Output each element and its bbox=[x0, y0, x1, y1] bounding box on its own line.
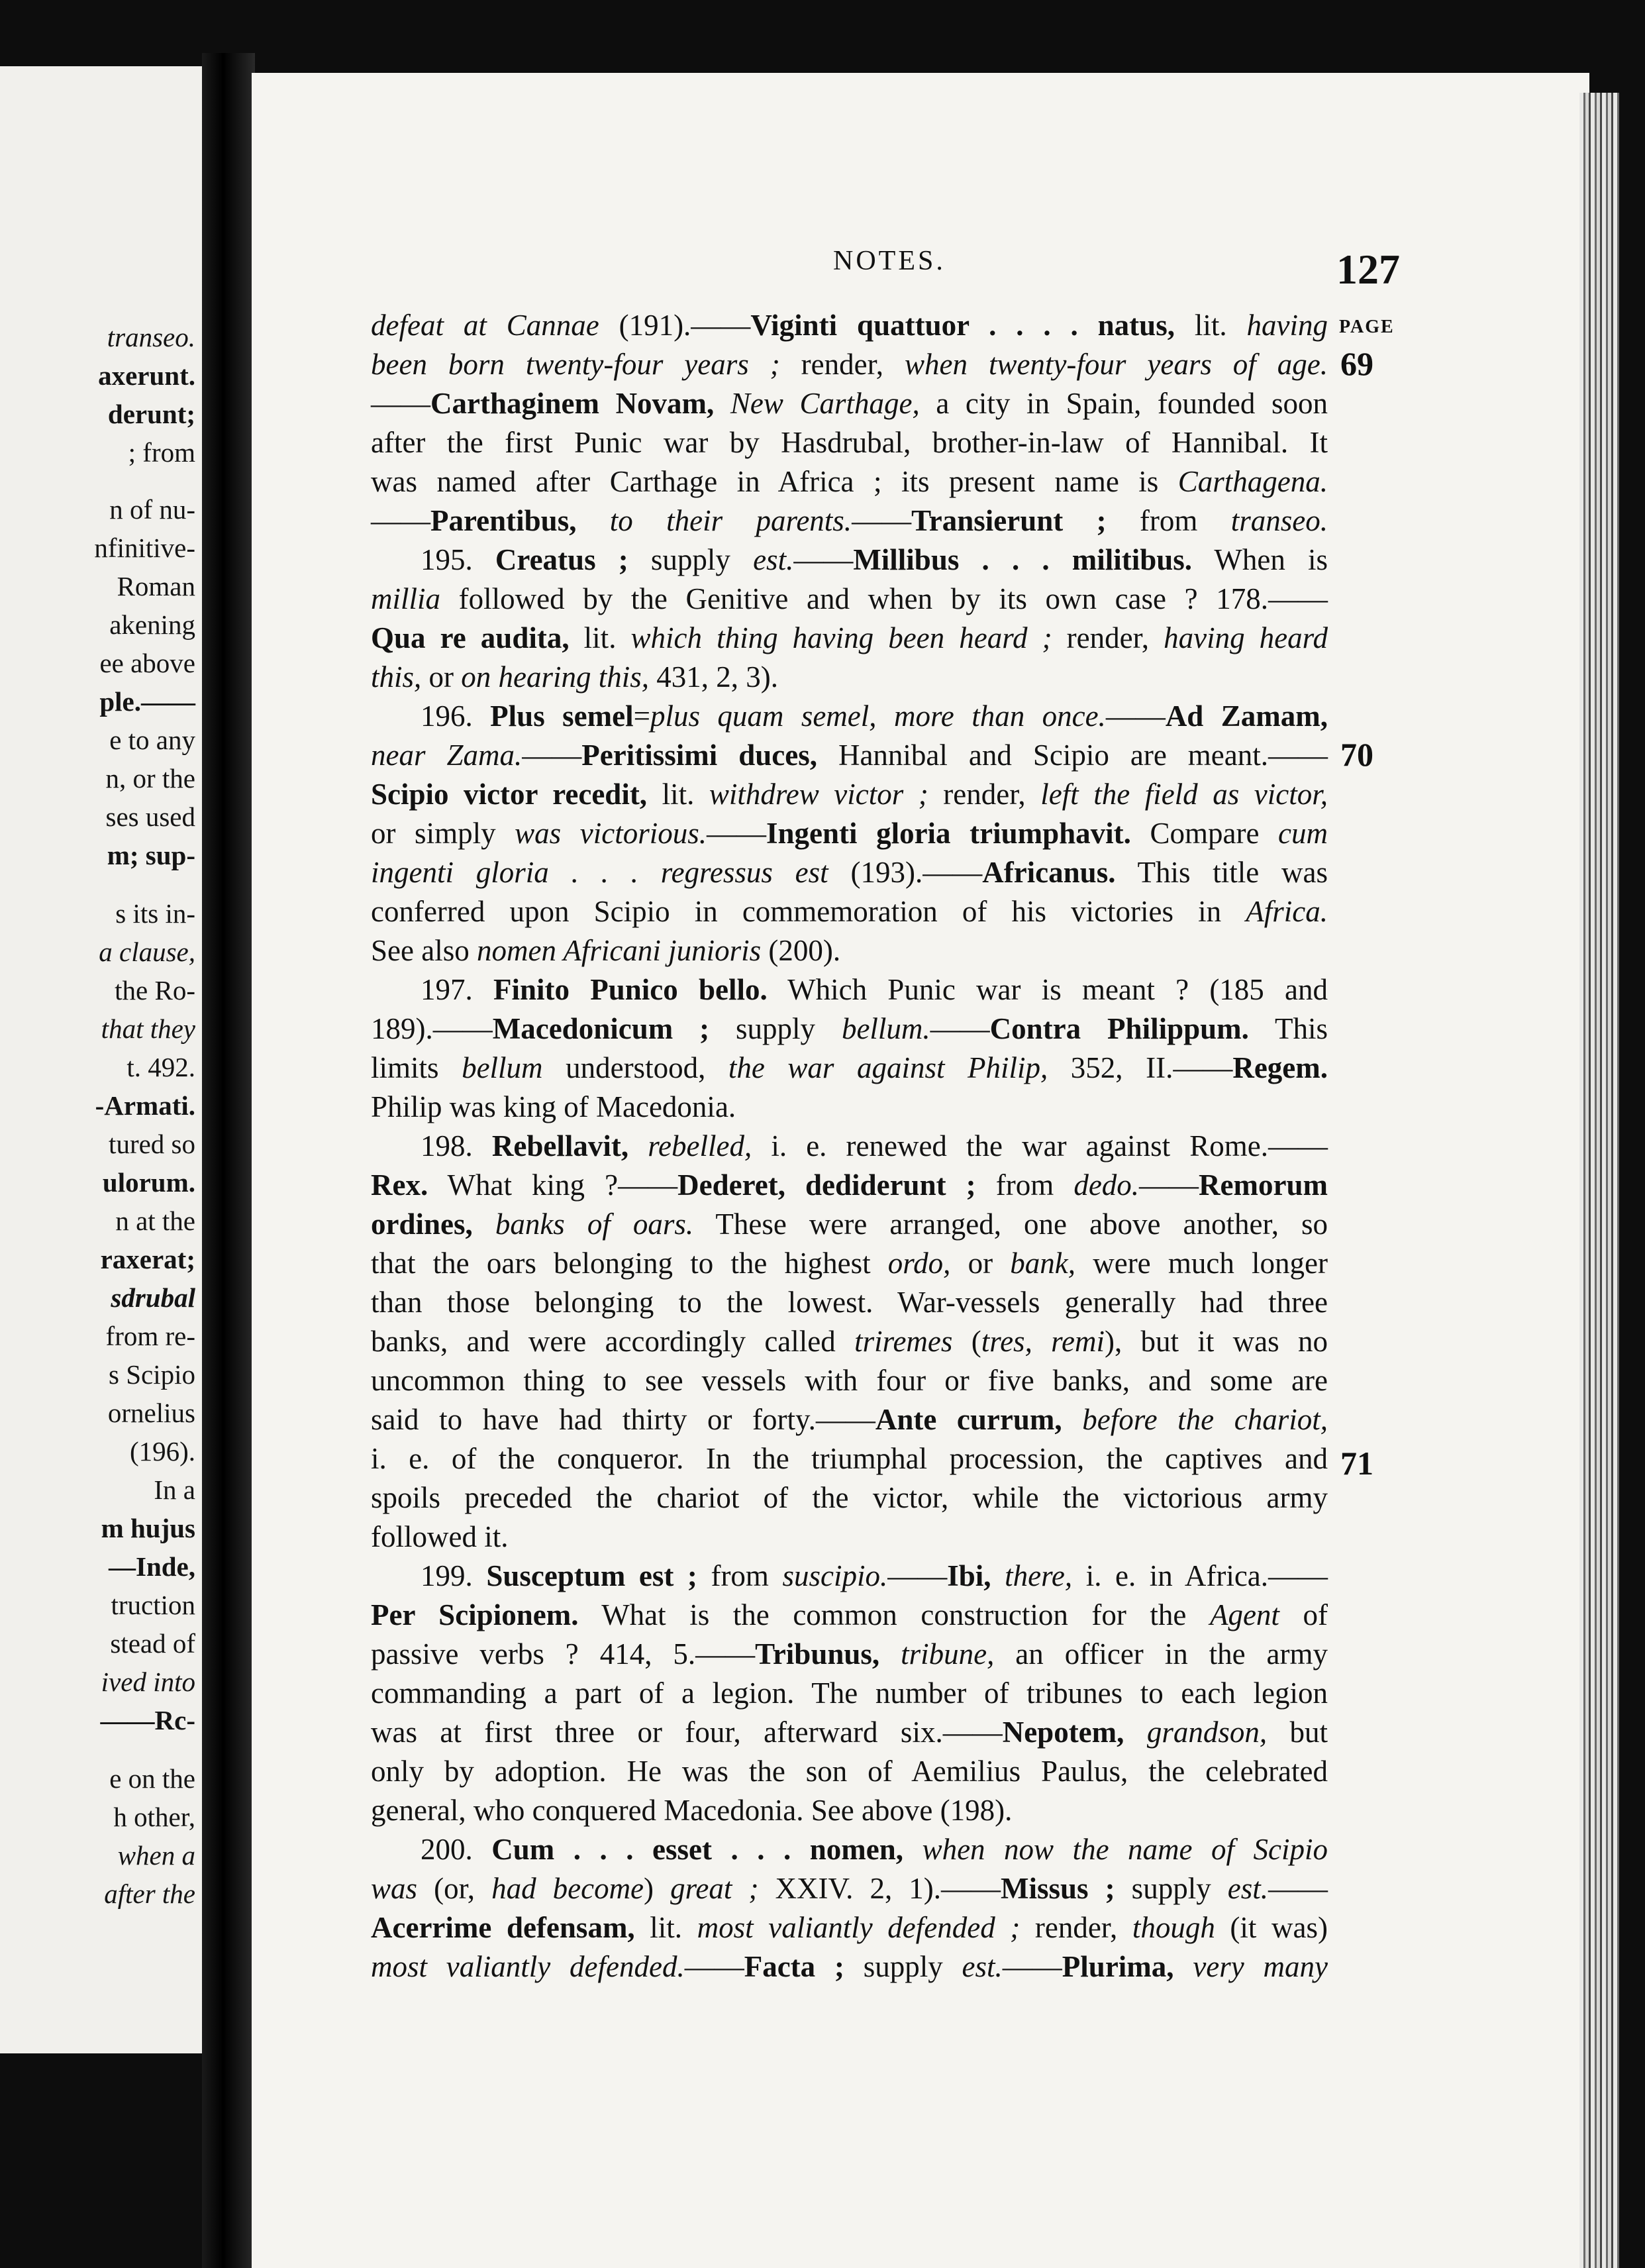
previous-page-line: ornelius bbox=[107, 1398, 195, 1428]
plain-text: or simply bbox=[371, 817, 515, 850]
plain-text: —— bbox=[793, 543, 854, 576]
margin-page-ref: 69 bbox=[1340, 345, 1373, 382]
bold-lemma: Facta ; bbox=[744, 1950, 844, 1983]
plain-text: When is bbox=[1192, 543, 1328, 576]
text-line bbox=[371, 1166, 1328, 1205]
plain-text: or bbox=[950, 1247, 1011, 1280]
plain-text: were much longer bbox=[1075, 1247, 1328, 1280]
bold-lemma: Plurima, bbox=[1062, 1950, 1174, 1983]
previous-page-line: n at the bbox=[115, 1206, 195, 1236]
text-line bbox=[371, 1596, 1328, 1635]
plain-text bbox=[1124, 1716, 1146, 1749]
italic-gloss: when twenty-four years of age. bbox=[905, 348, 1328, 381]
italic-gloss: was victorious. bbox=[515, 817, 707, 850]
plain-text: followed by the Genitive and when by its own case ? 178.—— bbox=[440, 582, 1328, 615]
italic-gloss: to their parents. bbox=[609, 504, 852, 537]
plain-text: from bbox=[697, 1559, 783, 1592]
bold-lemma: Tribunus, bbox=[755, 1637, 880, 1671]
plain-text: than those belonging to the lowest. War-vessels generally had three bbox=[371, 1286, 1328, 1319]
plain-text: lit. bbox=[1174, 309, 1247, 342]
text-line bbox=[371, 462, 1328, 501]
italic-gloss: having bbox=[1246, 309, 1328, 342]
previous-page-line: a clause, bbox=[99, 937, 195, 967]
notes-text bbox=[371, 306, 1328, 1986]
bold-lemma: Rex. bbox=[371, 1168, 428, 1202]
plain-text: that the oars belonging to the highest bbox=[371, 1247, 888, 1280]
plain-text: general, who conquered Macedonia. See above (198). bbox=[371, 1794, 1013, 1827]
plain-text: a city in Spain, founded soon bbox=[919, 387, 1328, 420]
bold-lemma: Carthaginem Novam, bbox=[430, 387, 715, 420]
plain-text: render, bbox=[1020, 1911, 1132, 1944]
previous-page-line: from re- bbox=[105, 1321, 195, 1351]
margin-page-heading: PAGE bbox=[1339, 317, 1395, 337]
previous-page-line: —Inde, bbox=[108, 1551, 195, 1582]
previous-page-line: axerunt. bbox=[98, 360, 195, 391]
plain-text: conferred upon Scipio in commemoration of his victories in bbox=[371, 895, 1246, 928]
plain-text: —— bbox=[1268, 1872, 1328, 1905]
previous-page bbox=[0, 66, 202, 2053]
text-line bbox=[371, 1127, 1328, 1166]
plain-text: from bbox=[975, 1168, 1074, 1202]
text-line bbox=[371, 892, 1328, 931]
plain-text: lit. bbox=[569, 621, 631, 654]
bold-lemma: Millibus . . . militibus. bbox=[853, 543, 1193, 576]
plain-text bbox=[1062, 1403, 1083, 1436]
text-line bbox=[371, 619, 1328, 658]
italic-gloss: est. bbox=[962, 1950, 1003, 1983]
bold-lemma: ordines, bbox=[371, 1208, 473, 1241]
book-gutter bbox=[202, 53, 255, 2268]
italic-gloss: most valiantly defended. bbox=[371, 1950, 685, 1983]
plain-text: render, bbox=[1052, 621, 1164, 654]
plain-text: 200. bbox=[421, 1833, 492, 1866]
plain-text: —— bbox=[371, 504, 430, 537]
text-line bbox=[371, 970, 1328, 1009]
plain-text: XXIV. 2, 1).—— bbox=[758, 1872, 1001, 1905]
plain-text: was named after Carthage in Africa ; its present name is bbox=[371, 465, 1178, 498]
previous-page-line: after the bbox=[104, 1879, 195, 1909]
bold-lemma: Susceptum est ; bbox=[486, 1559, 697, 1592]
text-line bbox=[371, 658, 1328, 697]
bold-lemma: Qua re audita, bbox=[371, 621, 570, 654]
plain-text: 431, 2, 3). bbox=[649, 660, 779, 694]
previous-page-line: e to any bbox=[109, 725, 195, 755]
plain-text: 189).—— bbox=[371, 1012, 493, 1045]
plain-text: i. e. renewed the war against Rome.—— bbox=[752, 1129, 1328, 1162]
bold-lemma: Finito Punico bello. bbox=[493, 973, 768, 1006]
italic-gloss: ingenti gloria . . . regressus est bbox=[371, 856, 828, 889]
plain-text: of bbox=[1279, 1598, 1328, 1631]
text-line bbox=[371, 345, 1328, 384]
bold-lemma: Cum . . . esset . . . nomen, bbox=[491, 1833, 904, 1866]
italic-gloss: bank, bbox=[1010, 1247, 1076, 1280]
previous-page-line: raxerat; bbox=[100, 1244, 195, 1274]
bold-lemma: Ad Zamam, bbox=[1165, 699, 1328, 733]
italic-gloss: plus quam semel, more than once. bbox=[650, 699, 1106, 733]
italic-gloss: Carthagena. bbox=[1177, 465, 1328, 498]
plain-text bbox=[879, 1637, 901, 1671]
previous-page-line: ived into bbox=[101, 1667, 195, 1697]
italic-gloss: though bbox=[1132, 1911, 1215, 1944]
bold-lemma: Plus semel bbox=[490, 699, 634, 733]
previous-page-line: t. 492. bbox=[126, 1052, 195, 1082]
plain-text: render, bbox=[928, 778, 1041, 811]
previous-page-line: tured so bbox=[109, 1129, 195, 1159]
plain-text: —— bbox=[1105, 699, 1166, 733]
plain-text: commanding a part of a legion. The number of tribunes to each legion bbox=[371, 1676, 1328, 1710]
text-line bbox=[371, 1674, 1328, 1713]
text-line bbox=[371, 1478, 1328, 1518]
plain-text: Philip was king of Macedonia. bbox=[371, 1090, 736, 1123]
italic-gloss: there, bbox=[1005, 1559, 1073, 1592]
bold-lemma: Viginti quattuor . . . . natus, bbox=[750, 309, 1175, 342]
text-line bbox=[371, 1205, 1328, 1244]
bold-lemma: Acerrime defensam, bbox=[371, 1911, 635, 1944]
plain-text bbox=[473, 1208, 495, 1241]
plain-text: ) bbox=[644, 1872, 671, 1905]
plain-text: —— bbox=[371, 387, 430, 420]
plain-text: Which Punic war is meant ? (185 and bbox=[767, 973, 1328, 1006]
bold-lemma: Ante currum, bbox=[875, 1403, 1062, 1436]
italic-gloss: bellum. bbox=[841, 1012, 930, 1045]
margin-page-ref: 70 bbox=[1340, 736, 1373, 773]
text-line bbox=[371, 1400, 1328, 1439]
plain-text: banks, and were accordingly called bbox=[371, 1325, 855, 1358]
text-line bbox=[371, 1322, 1328, 1361]
previous-page-line: m; sup- bbox=[107, 840, 195, 870]
plain-text: 352, II.—— bbox=[1048, 1051, 1233, 1084]
italic-gloss: dedo. bbox=[1073, 1168, 1140, 1202]
italic-gloss: which thing having been heard ; bbox=[630, 621, 1052, 654]
text-line bbox=[371, 1439, 1328, 1478]
italic-gloss: having heard bbox=[1164, 621, 1328, 654]
plain-text: —— bbox=[684, 1950, 744, 1983]
plain-text: 197. bbox=[421, 973, 493, 1006]
italic-gloss: Africa. bbox=[1246, 895, 1328, 928]
previous-page-line: that they bbox=[101, 1013, 195, 1044]
bold-lemma: Missus ; bbox=[1001, 1872, 1115, 1905]
text-line bbox=[371, 1009, 1328, 1049]
text-line bbox=[371, 501, 1328, 541]
plain-text: (or, bbox=[417, 1872, 492, 1905]
plain-text: said to have had thirty or forty.—— bbox=[371, 1403, 875, 1436]
italic-gloss: defeat at Cannae bbox=[371, 309, 599, 342]
plain-text: This title was bbox=[1115, 856, 1328, 889]
italic-gloss: most valiantly defended ; bbox=[697, 1911, 1021, 1944]
italic-gloss: very many bbox=[1193, 1950, 1328, 1983]
previous-page-line: In a bbox=[154, 1474, 195, 1505]
plain-text: an officer in the army bbox=[994, 1637, 1328, 1671]
bold-lemma: Parentibus, bbox=[430, 504, 577, 537]
text-line bbox=[371, 306, 1328, 345]
plain-text: 199. bbox=[421, 1559, 487, 1592]
previous-page-line: truction bbox=[111, 1590, 195, 1620]
bold-lemma: Ingenti gloria triumphavit. bbox=[766, 817, 1131, 850]
text-line bbox=[371, 736, 1328, 775]
italic-gloss: transeo. bbox=[1230, 504, 1328, 537]
plain-text: Compare bbox=[1130, 817, 1278, 850]
italic-gloss: great ; bbox=[670, 1872, 759, 1905]
bold-lemma: Transierunt ; bbox=[911, 504, 1107, 537]
previous-page-line: (196). bbox=[129, 1436, 195, 1467]
italic-gloss: rebelled, bbox=[648, 1129, 752, 1162]
text-line bbox=[371, 1557, 1328, 1596]
plain-text: was at first three or four, afterward six.—— bbox=[371, 1716, 1003, 1749]
italic-gloss: tribune, bbox=[901, 1637, 995, 1671]
plain-text: (it was) bbox=[1215, 1911, 1328, 1944]
text-line bbox=[371, 1244, 1328, 1283]
text-line bbox=[371, 384, 1328, 423]
text-line bbox=[371, 1791, 1328, 1830]
plain-text: ( bbox=[952, 1325, 981, 1358]
text-line bbox=[371, 931, 1328, 970]
previous-page-line: s Scipio bbox=[109, 1359, 195, 1390]
plain-text: —— bbox=[706, 817, 766, 850]
text-line bbox=[371, 1947, 1328, 1986]
previous-page-line: ee above bbox=[99, 648, 195, 678]
previous-page-line: stead of bbox=[110, 1628, 195, 1659]
plain-text: but bbox=[1267, 1716, 1328, 1749]
previous-page-line: ulorum. bbox=[102, 1167, 195, 1198]
italic-gloss: when now the name of Scipio bbox=[922, 1833, 1328, 1866]
italic-gloss: New Carthage, bbox=[730, 387, 920, 420]
text-line bbox=[371, 775, 1328, 814]
plain-text: What is the common construction for the bbox=[578, 1598, 1210, 1631]
previous-page-line: nfinitive- bbox=[94, 533, 195, 563]
plain-text bbox=[991, 1559, 1005, 1592]
italic-gloss: withdrew victor ; bbox=[709, 778, 928, 811]
plain-text bbox=[714, 387, 730, 420]
plain-text: only by adoption. He was the son of Aemilius Paulus, the celebrated bbox=[371, 1755, 1328, 1788]
text-line bbox=[371, 541, 1328, 580]
previous-page-line: sdrubal bbox=[111, 1282, 195, 1313]
plain-text: ), but it was no bbox=[1104, 1325, 1328, 1358]
italic-gloss: before the chariot, bbox=[1082, 1403, 1328, 1436]
text-line bbox=[371, 814, 1328, 853]
plain-text: —— bbox=[1139, 1168, 1199, 1202]
plain-text: spoils preceded the chariot of the victor, while the victorious army bbox=[371, 1481, 1328, 1514]
margin-page-ref: 71 bbox=[1340, 1445, 1373, 1482]
italic-gloss: on hearing this, bbox=[461, 660, 650, 694]
previous-page-line: transeo. bbox=[107, 322, 195, 352]
plain-text: supply bbox=[1115, 1872, 1228, 1905]
bold-lemma: Regem. bbox=[1232, 1051, 1328, 1084]
page-edges bbox=[1579, 93, 1619, 2268]
italic-gloss: est. bbox=[1227, 1872, 1268, 1905]
plain-text bbox=[576, 504, 609, 537]
plain-text: supply bbox=[709, 1012, 842, 1045]
previous-page-line: h other, bbox=[113, 1802, 195, 1832]
text-line bbox=[371, 423, 1328, 462]
previous-page-line: Roman bbox=[117, 571, 195, 601]
bold-lemma: Remorum bbox=[1199, 1168, 1328, 1202]
previous-page-line: ses used bbox=[105, 801, 195, 832]
bold-lemma: Ibi, bbox=[947, 1559, 991, 1592]
plain-text: What king ?—— bbox=[428, 1168, 678, 1202]
plain-text: supply bbox=[844, 1950, 962, 1983]
previous-page-line: s its in- bbox=[115, 898, 195, 929]
previous-page-line: derunt; bbox=[107, 399, 195, 429]
text-line bbox=[371, 1869, 1328, 1908]
plain-text: These were arranged, one above another, so bbox=[693, 1208, 1328, 1241]
bold-lemma: Macedonicum ; bbox=[492, 1012, 710, 1045]
text-line bbox=[371, 1635, 1328, 1674]
bold-lemma: Africanus. bbox=[982, 856, 1116, 889]
plain-text: lit. bbox=[647, 778, 709, 811]
plain-text: from bbox=[1106, 504, 1231, 537]
italic-gloss: ordo, bbox=[887, 1247, 951, 1280]
plain-text: i. e. in Africa.—— bbox=[1072, 1559, 1328, 1592]
italic-gloss: cum bbox=[1278, 817, 1328, 850]
plain-text bbox=[903, 1833, 922, 1866]
italic-gloss: near Zama. bbox=[371, 739, 523, 772]
previous-page-line: ; from bbox=[128, 437, 195, 468]
bold-lemma: Contra Philippum. bbox=[989, 1012, 1249, 1045]
text-line bbox=[371, 1361, 1328, 1400]
plain-text: passive verbs ? 414, 5.—— bbox=[371, 1637, 756, 1671]
italic-gloss: bellum bbox=[462, 1051, 543, 1084]
text-line bbox=[371, 1049, 1328, 1088]
bold-lemma: Nepotem, bbox=[1002, 1716, 1124, 1749]
plain-text: uncommon thing to see vessels with four or five banks, and some are bbox=[371, 1364, 1328, 1397]
plain-text: lit. bbox=[634, 1911, 697, 1944]
previous-page-line: m hujus bbox=[101, 1513, 195, 1543]
italic-gloss: nomen Africani junioris bbox=[476, 934, 762, 967]
plain-text: render, bbox=[779, 348, 905, 381]
plain-text: —— bbox=[1002, 1950, 1062, 1983]
plain-text: understood, bbox=[542, 1051, 728, 1084]
plain-text: —— bbox=[852, 504, 912, 537]
previous-page-line: -Armati. bbox=[95, 1090, 195, 1121]
text-line bbox=[371, 1283, 1328, 1322]
italic-gloss: had become bbox=[491, 1872, 644, 1905]
italic-gloss: this, bbox=[371, 660, 422, 694]
italic-gloss: left the field as victor, bbox=[1040, 778, 1328, 811]
italic-gloss: suscipio. bbox=[782, 1559, 888, 1592]
previous-page-line: when a bbox=[117, 1840, 195, 1871]
plain-text: —— bbox=[930, 1012, 990, 1045]
italic-gloss: millia bbox=[371, 582, 441, 615]
previous-page-line: ——Rc- bbox=[100, 1705, 195, 1735]
text-line bbox=[371, 1713, 1328, 1752]
running-head: NOTES. bbox=[833, 246, 946, 276]
text-line bbox=[371, 1518, 1328, 1557]
plain-text: supply bbox=[628, 543, 754, 576]
previous-page-line: n of nu- bbox=[109, 494, 195, 525]
italic-gloss: the war against Philip, bbox=[728, 1051, 1048, 1084]
plain-text: (193).—— bbox=[828, 856, 983, 889]
page-number: 127 bbox=[1336, 246, 1400, 293]
bold-lemma: Per Scipionem. bbox=[371, 1598, 579, 1631]
italic-gloss: grandson, bbox=[1146, 1716, 1268, 1749]
italic-gloss: Agent bbox=[1209, 1598, 1279, 1631]
text-line bbox=[371, 697, 1328, 736]
text-line bbox=[371, 1088, 1328, 1127]
plain-text: 198. bbox=[421, 1129, 492, 1162]
plain-text: followed it. bbox=[371, 1520, 509, 1553]
text-line bbox=[371, 1908, 1328, 1947]
plain-text: or bbox=[421, 660, 462, 694]
plain-text: limits bbox=[371, 1051, 462, 1084]
bold-lemma: Scipio victor recedit, bbox=[371, 778, 648, 811]
bold-lemma: Dederet, dediderunt ; bbox=[677, 1168, 976, 1202]
italic-gloss: been born twenty-four years ; bbox=[371, 348, 780, 381]
previous-page-line: ple.—— bbox=[99, 686, 195, 717]
bold-lemma: Creatus ; bbox=[495, 543, 628, 576]
italic-gloss: tres, remi bbox=[981, 1325, 1105, 1358]
text-line bbox=[371, 853, 1328, 892]
previous-page-line: the Ro- bbox=[115, 975, 195, 1005]
previous-page-line: akening bbox=[109, 609, 195, 640]
text-line bbox=[371, 1830, 1328, 1869]
plain-text: —— bbox=[522, 739, 582, 772]
plain-text: i. e. of the conqueror. In the triumphal procession, the captives and bbox=[371, 1442, 1328, 1475]
italic-gloss: banks of oars. bbox=[495, 1208, 694, 1241]
plain-text: (200). bbox=[761, 934, 841, 967]
plain-text: See also bbox=[371, 934, 477, 967]
italic-gloss: triremes bbox=[854, 1325, 953, 1358]
plain-text bbox=[1174, 1950, 1193, 1983]
plain-text: Hannibal and Scipio are meant.—— bbox=[817, 739, 1328, 772]
text-line bbox=[371, 580, 1328, 619]
plain-text: This bbox=[1248, 1012, 1328, 1045]
plain-text: 195. bbox=[421, 543, 495, 576]
plain-text: (191).—— bbox=[599, 309, 751, 342]
bold-lemma: Rebellavit, bbox=[491, 1129, 629, 1162]
text-line bbox=[371, 1752, 1328, 1791]
plain-text: 196. bbox=[421, 699, 491, 733]
italic-gloss: est. bbox=[753, 543, 794, 576]
italic-gloss: was bbox=[371, 1872, 418, 1905]
bold-lemma: Peritissimi duces, bbox=[581, 739, 817, 772]
plain-text: —— bbox=[887, 1559, 948, 1592]
plain-text bbox=[628, 1129, 648, 1162]
plain-text: = bbox=[633, 699, 650, 733]
previous-page-line: e on the bbox=[109, 1763, 195, 1794]
previous-page-line: n, or the bbox=[105, 763, 195, 794]
plain-text: after the first Punic war by Hasdrubal, brother-in-law of Hannibal. It bbox=[371, 426, 1328, 459]
